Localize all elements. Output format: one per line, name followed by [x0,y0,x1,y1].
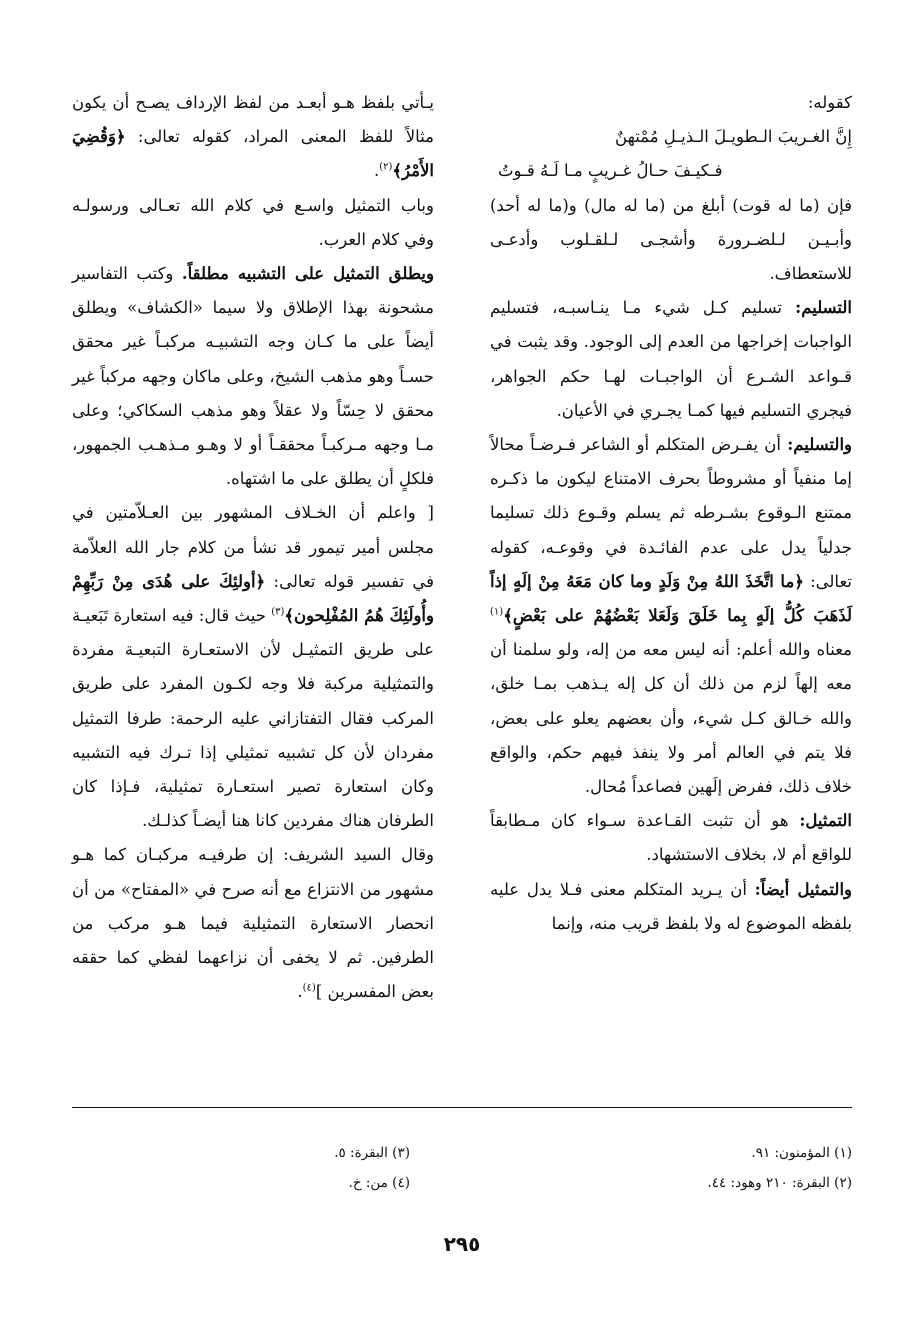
paragraph-tamtheel-tashbeeh [72,257,434,496]
term-tasleem-2: والتسليم: [787,435,852,455]
footnote-4: (٤) من: خ. [348,1175,410,1191]
footnote-ref-4: (٤) [302,982,316,994]
footnote-ref-1: (١) [490,606,504,618]
quran-quote: ﴿وَقُضِيَ الأَمْرُ﴾ [72,127,434,181]
paragraph-continuation [72,86,434,189]
paragraph-tasleem-1 [490,291,852,428]
paragraph-sayyid-sharif [72,838,434,1009]
definition-text: أن يفـرض المتكلم أو الشاعر فـرضـاً محالاً إما منفياً أو مشروطاً بحرف الامتناع ليكون ما ذكـره ممتنع الـوقوع بشـرطه ثم يسلم وقـوع ذلك تسليما جدلياً يدل على عدم الفائـدة في وقوعـه، كقوله تعالى: [490,435,852,591]
footnote-ref-2: (٢) [379,161,393,173]
footnote-ref-3: (٣) [271,606,285,618]
intro-line: كقوله: [807,93,852,112]
paragraph-text: وكتب التفاسير مشحونة بهذا الإطلاق ولا سيما «الكشاف» ويطلق أيضاً على ما كـان وجه التشبيـه مركبـاً غير محقق حسـاً وهو مذهب الشيخ، وعلى ماكان وجهه مركباً غير محقق لا حِسّاً ولا عقلاً وهو مذهب السكاكي؛ وعلى مـا وجهه مـركبـاً محققـاً أو لا وهـو مـذهـب الجمهور، فلكلٍ أن يطلق على ما اشتهاه. [72,264,434,489]
paragraph-tasleem-2 [490,428,852,804]
term-tamtheel: التمثيل: [799,811,852,831]
definition-text: أن يـريد المتكلم معنى فـلا يدل عليه بلفظه الموضوع له ولا بلفظ قريب منه، وإنما [490,879,852,933]
term-heading: ويطلق التمثيل على التشبيه مطلقاً. [181,264,434,284]
term-tasleem: التسليم: [795,298,852,318]
period: . [297,982,303,1002]
definition-text: تسليم كـل شيء مـا ينـاسبـه، فتسليم الواجبات إخراجها من العدم إلى الوجود. وقد يثبت في قـواعد الشـرع أن الواجبـات لهـا حكم الجواهر، فيجري التسليم فيها كمـا يجـري في الأعيان. [490,298,852,420]
paragraph-tamtheel-1 [490,804,852,872]
paragraph-explanation: فإن (ما له قوت) أبلغ من (ما له مال) و(ما له أحد) وأبـيـن لـلضـرورة وأشجـى لـلقـلوب وأدعـى للاستعطاف. [490,195,852,284]
text-column-left [72,86,434,1009]
poem-verse-first-hemistich: إِنَّ الغـريبَ الـطويـلَ الـذيـلِ مُمْتهنٌ [615,127,852,147]
text-column-right [490,86,852,941]
footnote-2: (٢) البقرة: ٢١٠ وهود: ٤٤. [707,1175,852,1191]
paragraph-text: وقال السيد الشريف: إن طرفيـه مركبـان كما هـو مشهور من الانتزاع مع أنه صرح في «المفتاح» من أن انحصار الاستعارة التمثيلية فيما هـو مركب من الطرفين. ثم لا يخفى أن نزاعهما لفظي كما حققه بعض المفسرين ] [72,845,434,1002]
paragraph-tamtheel-scope: وباب التمثيل واسـع في كلام الله تعـالى ورسولـه وفي كلام العرب. [72,195,434,249]
paragraph-text: حيث قال: فيه استعارة تَبَعيـة على طريق التمثيـل لأن الاستعـارة التبعيـة مفردة والتمثيلية مركبة فلا وجه لكـون المفرد على طريق المركب فقال التفتازاني عليه الرحمة: طرفا التمثيل مفردان لأن كل تشبيه تمثيلي إذا تـرك فيه التشبيه وكان استعارة تصير استعـارة تمثيلية، فـإذا كان الطرفان هناك مفردين كانا هنا أيضـاً كذلـك. [72,606,434,831]
footnotes-left [30,1138,452,1198]
definition-text: معناه والله أعلم: أنه ليس معه من إله، ولو سلمنا أن معه إلهاً لزم من ذلك أن كل إله يـذهب بمـا خلق، والله خـالق كـل شيء، وأن بعضهم يعلو على بعض، فلا يتم في العالم أمر ولا ينفذ فيهم حكم، والواقع خلاف ذلك، ففرض إلَهين فصاعداً مُحال. [490,640,852,797]
page-number: ٢٩٥ [443,1232,481,1256]
paragraph-dispute [72,496,434,838]
term-tamtheel-2: والتمثيل أيضاً: [754,879,852,899]
footnote-3: (٣) البقرة: ٥. [334,1145,410,1161]
quran-quote: ﴿ما اتَّخَذَ اللهُ مِنْ وَلَدٍ وما كان مَعَهُ مِنْ إلَهٍ إذاً لَذَهَبَ كُلُّ إلَهٍ بِما خَلَقَ وَلَعَلا بَعْضُهُمْ على بَعْضٍ﴾ [490,571,852,626]
quran-quote: ﴿أولئِكَ على هُدَى مِنْ رَبِّهِمْ وأُولَئِكَ هُمُ المُفْلِحون﴾ [72,571,434,626]
footnotes-right [472,1138,852,1198]
footnote-1: (١) المؤمنون: ٩١. [751,1145,852,1161]
paragraph-text: [ واعلم أن الخـلاف المشهور بين العـلاّمتين في مجلس أمير تيمور قد نشأ من كلام جار الله العلاّمة في تفسير قوله تعالى: [72,503,434,591]
period: . [373,161,380,181]
poem-verse-second-hemistich: فـكيـفَ حـالُ غـريبٍ مـا لَـهُ قـوتُ [498,161,723,181]
paragraph-text: يـأتي بلفظ هـو أبعـد من لفظ الإرداف يصـح أن يكون مثالاً للفظ المعنى المراد، كقوله تعالى: [72,93,434,147]
paragraph-tamtheel-2 [490,873,852,941]
definition-text: هو أن تثبت القـاعدة سـواء كان مـطابقاً للواقع أم لا، بخلاف الاستشهاد. [490,811,852,865]
footnote-divider [72,1107,852,1108]
